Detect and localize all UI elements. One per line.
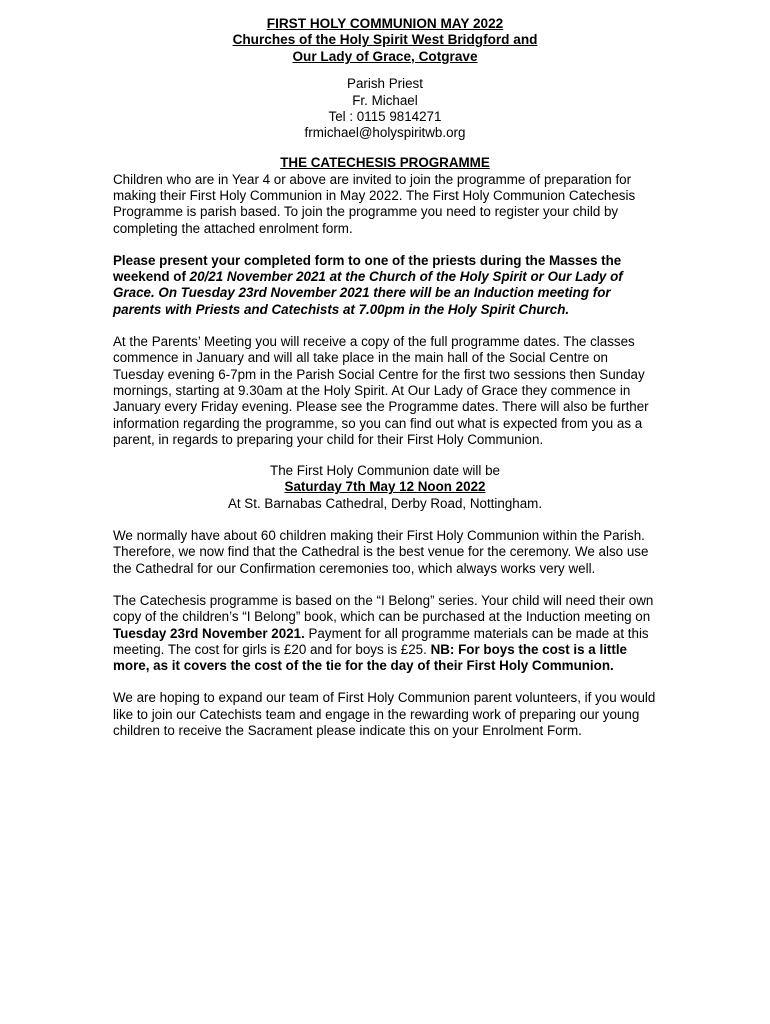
communion-date-intro: The First Holy Communion date will be	[270, 463, 500, 479]
contact-name: Fr. Michael	[352, 92, 418, 108]
paragraph-i-belong	[113, 593, 657, 674]
contact-email: frmichael@holyspiritwb.org	[304, 125, 466, 141]
header-churches-line-2: Our Lady of Grace, Cotgrave	[292, 48, 478, 64]
header-title: FIRST HOLY COMMUNION MAY 2022	[266, 16, 504, 31]
i-belong-text-2: Payment for all programme materials can be made at this meeting. The cost for girls is £20 and for boys is £25.	[113, 625, 649, 657]
header-churches-line: Churches of the Holy Spirit West Bridgford and	[232, 32, 538, 48]
programme-heading: THE CATECHESIS PROGRAMME	[280, 155, 490, 171]
paragraph-parents-meeting: At the Parents’ Meeting you will receive a copy of the full programme dates. The classes commence in January and will all take place in the main hall of the Social Centre on Tuesday evening 6-7pm in the Parish Social Centre for the first two sessions then Sunday mornings, starting at 9.30am at the Holy Spirit. At Our Lady of Grace they commence in January every Friday evening. Please see the Programme dates. There will also be further information regarding the programme, so you can find out what is expected from you as a parent, in regards to preparing your child for their First Holy Communion.	[113, 334, 649, 447]
induction-date-bold: Tuesday 23rd November 2021.	[113, 625, 305, 641]
paragraph-present-form	[113, 253, 657, 318]
document-header	[113, 16, 657, 65]
present-form-bold-italic: 20/21 November 2021 at the Church of the Holy Spirit or Our Lady of Grace. On Tuesday 23rd November 2021 there will be an Induction meeting for parents with Priests and Catechists at 7.00pm in the Holy Spirit Church.	[113, 269, 623, 317]
contact-role: Parish Priest	[347, 76, 423, 92]
communion-date: Saturday 7th May 12 Noon 2022	[284, 479, 486, 495]
contact-block	[113, 76, 657, 141]
paragraph-intro: Children who are in Year 4 or above are invited to join the programme of preparation for making their First Holy Communion in May 2022. The First Holy Communion Catechesis Programme is parish based. To join the programme you need to register your child by completing the attached enrolment form.	[113, 171, 636, 236]
paragraph-cathedral: We normally have about 60 children making their First Holy Communion within the Parish. Therefore, we now find that the Cathedral is the best venue for the ceremony. We also use the Cathedral for our Confirmation ceremonies too, which always works very well.	[113, 528, 649, 576]
present-form-bold: Please present your completed form to one of the priests during the Masses the weekend of	[113, 252, 622, 285]
contact-tel: Tel : 0115 9814271	[328, 108, 442, 124]
communion-venue: At St. Barnabas Cathedral, Derby Road, Nottingham.	[227, 495, 543, 511]
communion-date-block	[113, 463, 657, 512]
paragraph-volunteers: We are hoping to expand our team of First Holy Communion parent volunteers, if you would like to join our Catechists team and engage in the rewarding work of preparing our young children to receive the Sacrament please indicate this on your Enrolment Form.	[113, 690, 656, 739]
i-belong-text-1: The Catechesis programme is based on the “I Belong” series. Your child will need their own copy of the children’s “I Belong” book, which can be purchased at the Induction meeting on	[113, 592, 654, 625]
cost-note-bold: NB: For boys the cost is a little more, as it covers the cost of the tie for the day of their First Holy Communion.	[113, 641, 628, 674]
